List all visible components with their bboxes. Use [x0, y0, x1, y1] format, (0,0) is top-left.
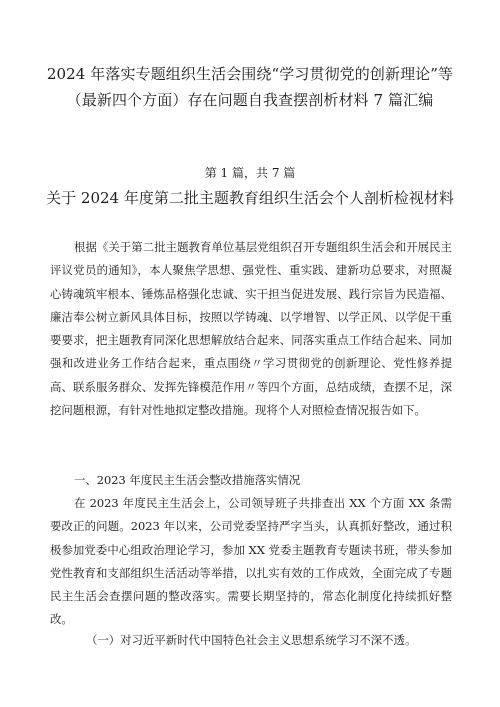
body-paragraph: 在 2023 年度民主生活会上，公司领导班子共排查出 XX 个方面 XX 条需要改正的问题。2023 年以来，公司党委坚持严字当头，认真抓好整改，通过积极参加党委中心组政治理论学习，参加 XX 党委主题教育专题读书班，带头参加党性教育和支部组织生活活动等举措，以扎实有效的工作成效，全面完成了专题民主生活会查摆问题的整改落实。需要长期坚持的，常态化制度化持续抓好整改。	[50, 496, 452, 627]
section-heading: 关于 2024 年度第二批主题教育组织生活会个人剖析检视材料	[46, 189, 454, 207]
document-title: 2024 年落实专题组织生活会围绕“学习贯彻党的创新理论”等（最新四个方面）存在问题自我查摆剖析材料 7 篇汇编	[46, 65, 454, 109]
part-label: 第 1 篇，共 7 篇	[204, 166, 296, 180]
sub-item-heading: （一）对习近平新时代中国特色社会主义思想系统学习不深不透。	[86, 633, 417, 647]
intro-paragraph: 根据《关于第二批主题教育单位基层党组织召开专题组织生活会和开展民主评议党员的通知》，本人聚焦学思想、强党性、重实践、建新功总要求，对照凝心铸魂筑牢根本、锤炼品格强化忠诚、实干担当促进发展、践行宗旨为民造福、廉洁奉公树立新风具体目标，按照以学铸魂、以学增智、以学正风、以学促干重要要求，把主题教育同深化思想解放结合起来、同落实重点工作结合起来、同加强和改进业务工作结合起来，重点围绕〃学习贯彻党的创新理论、党性修养提高、联系服务群众、发挥先锋模范作用〃等四个方面，总结成绩，查摆不足，深挖问题根源，有针对性地拟定整改措施。现将个人对照检查情况报告如下。	[50, 240, 452, 418]
subsection-heading: 一、2023 年度民主生活会整改措施落实情况	[74, 473, 301, 487]
